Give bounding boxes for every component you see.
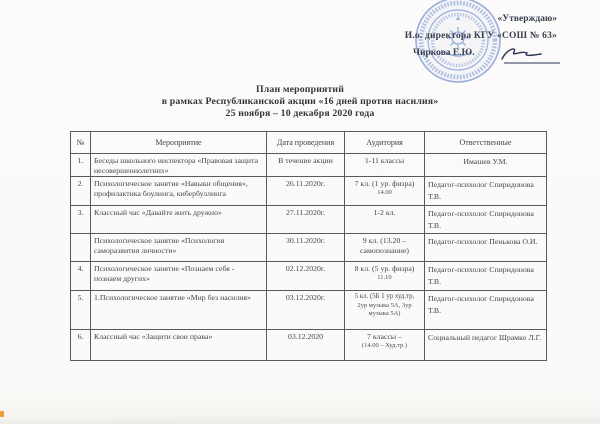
row-responsible-cell: Педагог-психолог Спиридонова Т.В.: [425, 206, 547, 234]
row-date-cell: 02.12.2020г.: [267, 262, 345, 291]
row-audience-main: 7 классы –: [367, 332, 402, 341]
title-line-2: в рамках Республиканской акции «16 дней против насилия»: [161, 96, 439, 107]
table-header-row: [71, 132, 547, 154]
row-audience-sub: 2ур музыка 5А, 3ур музыка 5А): [357, 301, 412, 317]
scan-artifact-speck: [0, 411, 4, 417]
row-audience-sub: 14.00: [377, 189, 392, 196]
row-audience-cell: [345, 177, 425, 206]
row-date-cell: 27.11.2020г.: [267, 206, 345, 234]
header-activity: Мероприятие: [91, 132, 267, 154]
row-activity-cell: Психологическое занятие «Познаем себя - познаем других»: [91, 262, 267, 291]
row-audience-cell: [345, 206, 425, 234]
row-audience-main: 1-11 классы: [364, 156, 405, 165]
row-audience-cell: [345, 154, 425, 177]
row-responsible-cell: Педагог-психолог Спиридонова Т.В.: [425, 177, 547, 206]
school-seal-stamp-icon: [412, 0, 504, 86]
row-number-cell: 4.: [71, 262, 91, 291]
row-date-cell: 30.11.2020г.: [267, 234, 345, 262]
header-audience: Аудитория: [345, 132, 425, 154]
row-audience-main: 7 кл. (1 ур. физра): [354, 179, 415, 188]
row-audience-main: 8 кл. (5 ур. физра): [354, 264, 415, 273]
row-audience-sub: (14.00 – Худ.тр.): [361, 342, 408, 349]
row-audience-main: 5 кл. (5Б 1 ур худ.тр,: [354, 293, 415, 300]
row-audience-cell: [345, 262, 425, 291]
row-activity-cell: Классный час «Давайте жить дружно»: [91, 206, 267, 234]
title-line-3: 25 ноября – 10 декабря 2020 года: [225, 108, 375, 119]
row-responsible-cell: Педагог-психолог Пенькова О.И.: [425, 234, 547, 262]
table-row: [71, 262, 547, 291]
row-activity-cell: Психологическое занятие «Навыки общения», профилактика боулинга, кибербуллинга: [91, 177, 267, 206]
row-number-cell: [71, 234, 91, 262]
row-activity-cell: Беседы школьного инспектора «Правовая защита несовершеннолетних»: [91, 154, 267, 177]
row-responsible-cell: Социальный педагог Шрамко Л.Г.: [425, 330, 547, 361]
row-number-cell: 5.: [71, 291, 91, 330]
row-activity-cell: 1.Психологическое занятие «Мир без насилия»: [91, 291, 267, 330]
table-row: [71, 206, 547, 234]
row-audience-cell: [345, 330, 425, 361]
row-number-cell: 2.: [71, 177, 91, 206]
row-number-cell: 3.: [71, 206, 91, 234]
document-title: [0, 84, 600, 120]
director-title-line: И.о. директора КГУ «СОШ № 63»: [404, 31, 557, 41]
row-date-cell: 03.12.2020г.: [267, 291, 345, 330]
table-row: [71, 177, 547, 206]
director-signature: [494, 44, 566, 68]
table-row: [71, 234, 547, 262]
row-activity-cell: Психологическое занятие «Психология саморазвития личности»: [91, 234, 267, 262]
table-row: [71, 291, 547, 330]
row-date-cell: В течение акции: [267, 154, 345, 177]
row-audience-main: 9 кл. (13.20 – самопознание): [359, 236, 410, 255]
plan-table-body: [71, 154, 547, 361]
header-number: №: [71, 132, 91, 154]
approve-word: «Утверждаю»: [497, 14, 557, 24]
table-row: [71, 154, 547, 177]
row-date-cell: 26.11.2020г.: [267, 177, 345, 206]
row-audience-main: 1-2 кл.: [373, 208, 396, 217]
row-activity-cell: Классный час «Защити свои права»: [91, 330, 267, 361]
row-date-cell: 03.12.2020: [267, 330, 345, 361]
row-number-cell: 1.: [71, 154, 91, 177]
row-responsible-cell: Имашев У.М.: [425, 154, 547, 177]
header-responsible: Ответственные: [425, 132, 547, 154]
plan-table: [70, 131, 547, 361]
title-line-1: План мероприятий: [255, 84, 345, 95]
director-name: Чиркова Е.Ю.: [413, 48, 475, 58]
table-row: [71, 330, 547, 361]
row-responsible-cell: Педагог-психолог Спиридонова Т.В.: [425, 291, 547, 330]
row-audience-cell: [345, 291, 425, 330]
row-responsible-cell: Педагог-психолог Спиридонова Т.В.: [425, 262, 547, 291]
scan-bottom-edge: [0, 418, 600, 424]
row-audience-cell: [345, 234, 425, 262]
row-number-cell: 6.: [71, 330, 91, 361]
header-date: Дата проведения: [267, 132, 345, 154]
row-audience-sub: 11.10: [377, 274, 392, 281]
